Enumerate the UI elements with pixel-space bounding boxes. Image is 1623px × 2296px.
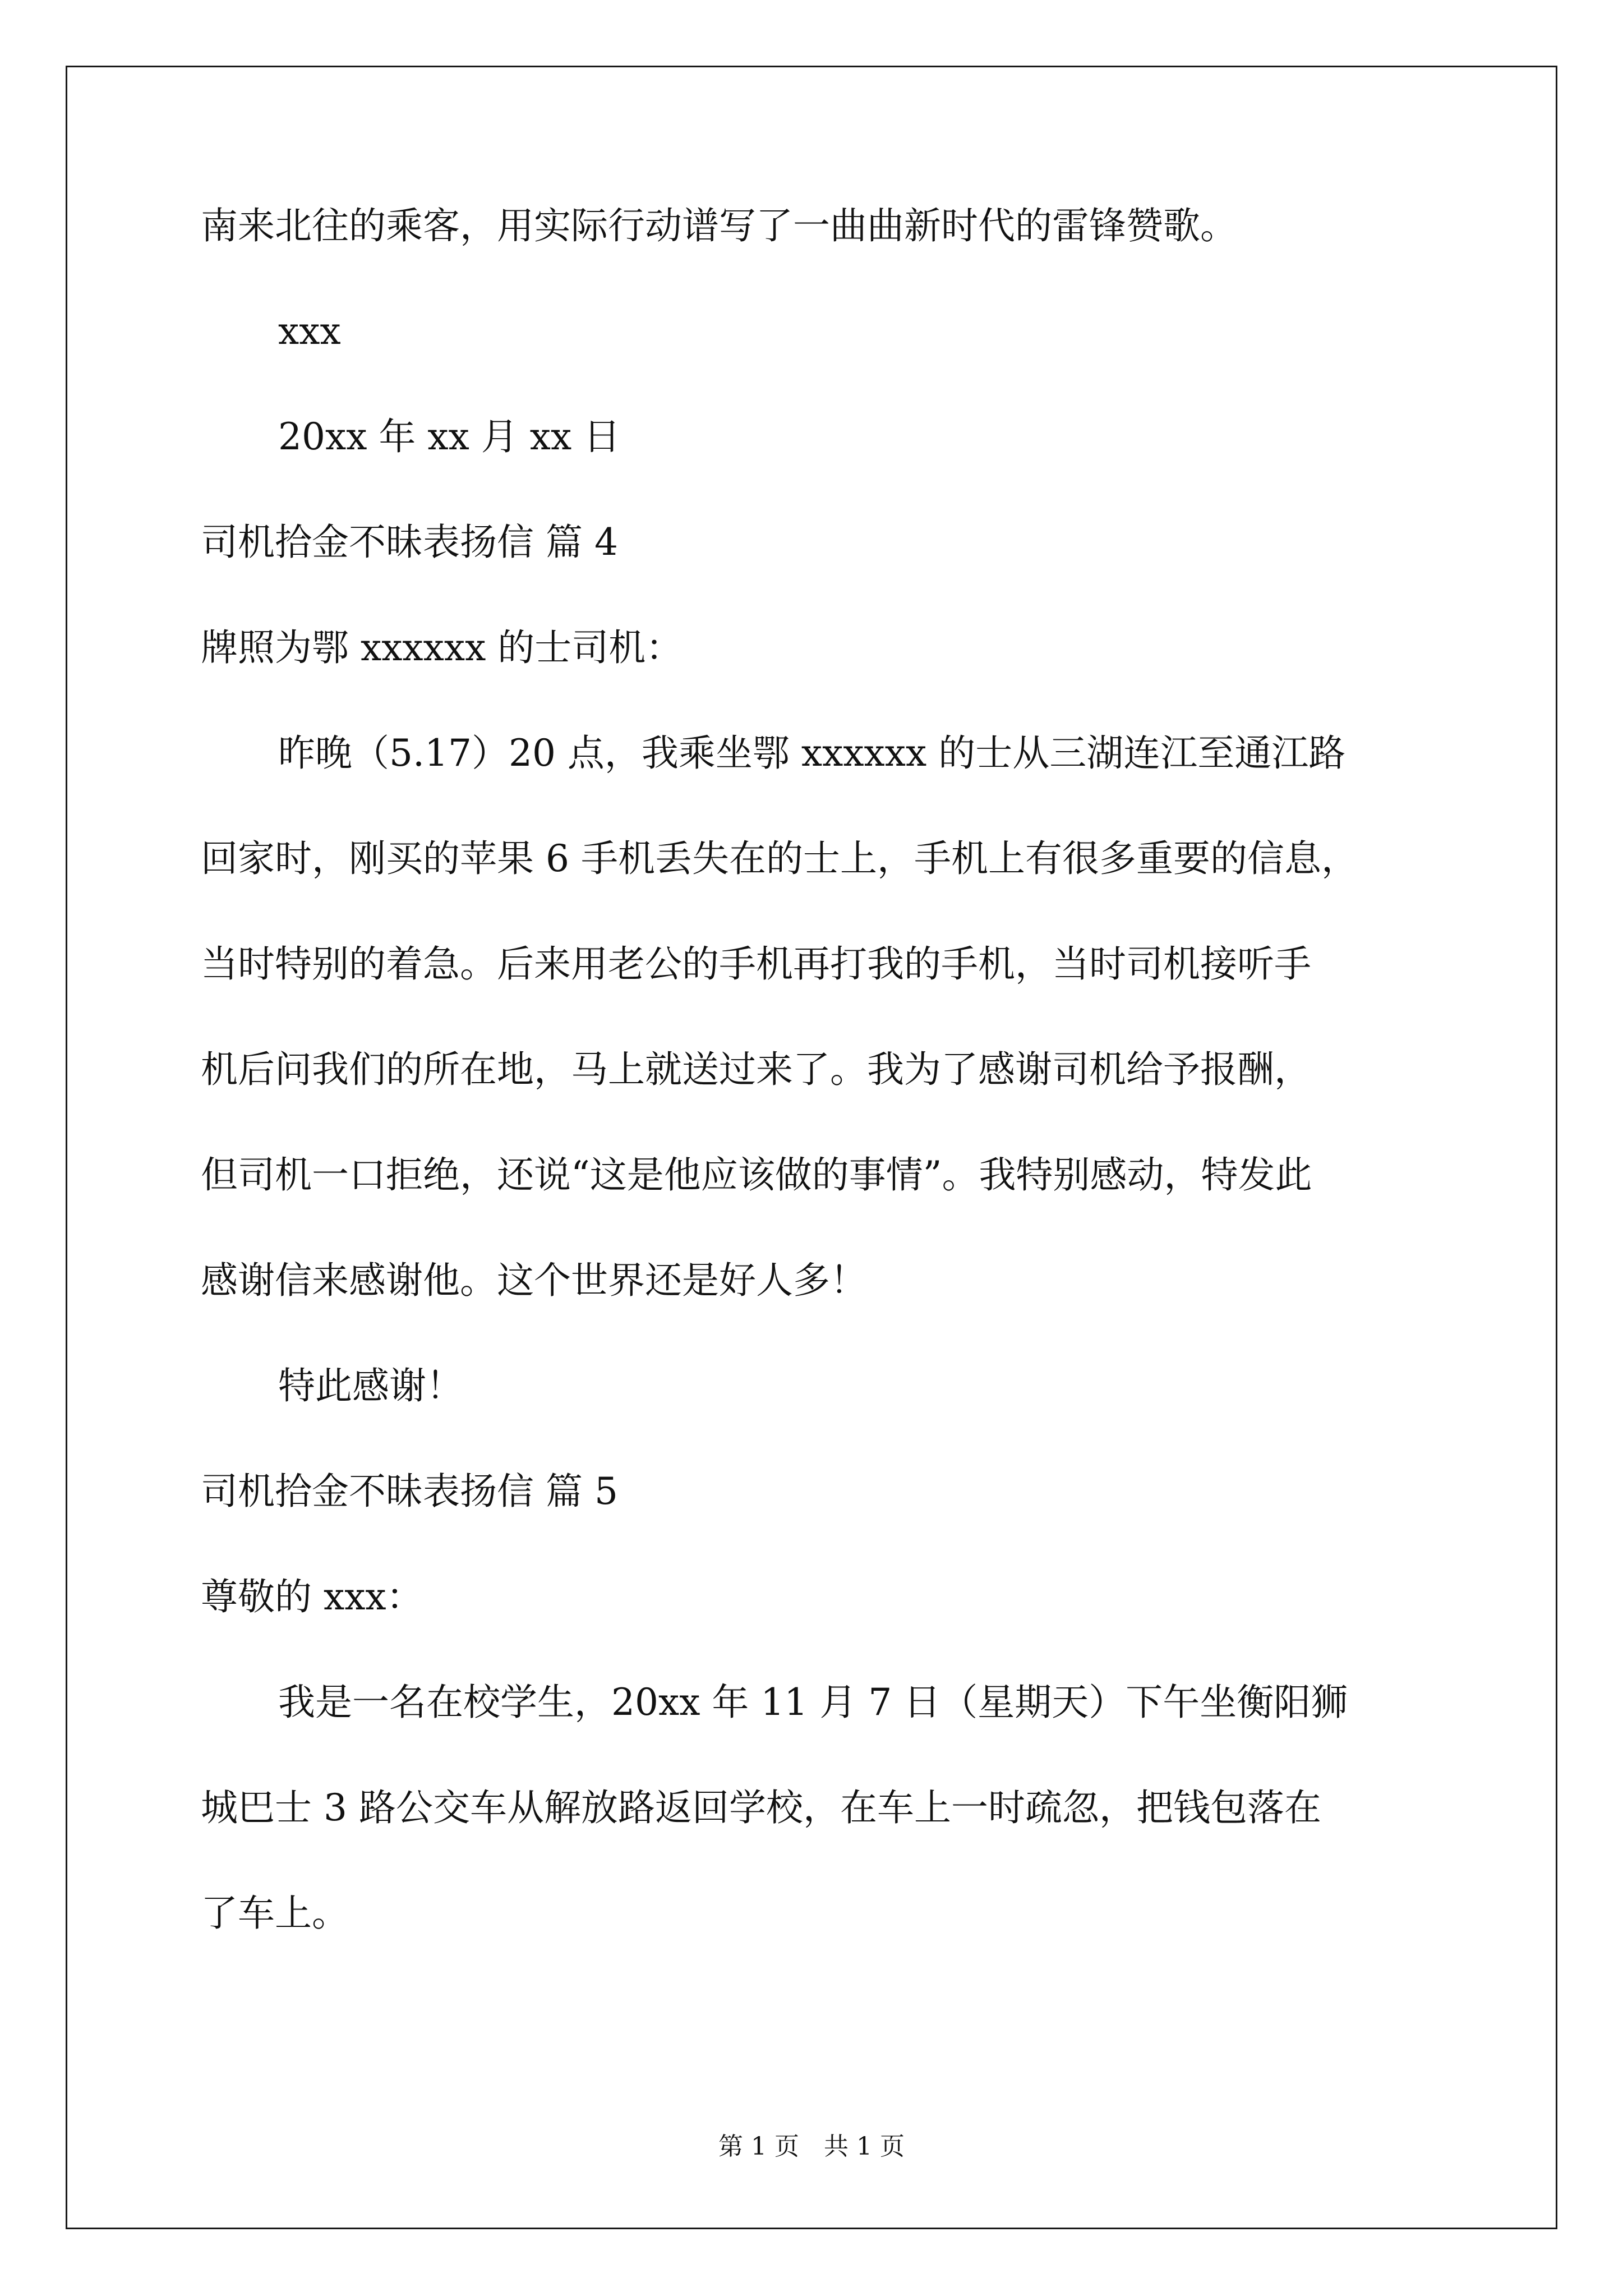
body-line: 感谢信来感谢他。这个世界还是好人多！	[201, 1259, 867, 1302]
body-line: 我是一名在校学生，20xx 年 11 月 7 日（星期天）下午坐衡阳狮	[278, 1681, 1348, 1724]
section-heading: 司机拾金不昧表扬信 篇 5	[201, 1470, 618, 1513]
salutation: 尊敬的 xxx：	[201, 1575, 423, 1618]
salutation: 牌照为鄂 xxxxxx 的士司机：	[201, 626, 683, 669]
closing-line: 特此感谢！	[278, 1364, 463, 1407]
body-line: 南来北往的乘客，用实际行动谱写了一曲曲新时代的雷锋赞歌。	[201, 204, 1237, 247]
signature-date: 20xx 年 xx 月 xx 日	[278, 415, 621, 458]
body-line: 机后问我们的所在地，马上就送过来了。我为了感谢司机给予报酬，	[201, 1048, 1311, 1091]
body-line: 昨晚（5.17）20 点，我乘坐鄂 xxxxxx 的士从三湖连江至通江路	[278, 731, 1346, 775]
body-line: 当时特别的着急。后来用老公的手机再打我的手机，当时司机接听手	[201, 942, 1311, 986]
body-line: 回家时，刚买的苹果 6 手机丢失在的士上，手机上有很多重要的信息，	[201, 837, 1358, 880]
body-line: 但司机一口拒绝，还说“这是他应该做的事情”。我特别感动，特发此	[201, 1153, 1312, 1197]
body-line: 城巴士 3 路公交车从解放路返回学校，在车上一时疏忽，把钱包落在	[201, 1786, 1321, 1829]
signature-name: xxx	[278, 310, 341, 353]
page-number: 第 1 页 共 1 页	[718, 2132, 905, 2161]
body-line: 了车上。	[201, 1892, 349, 1935]
section-heading: 司机拾金不昧表扬信 篇 4	[201, 521, 618, 564]
